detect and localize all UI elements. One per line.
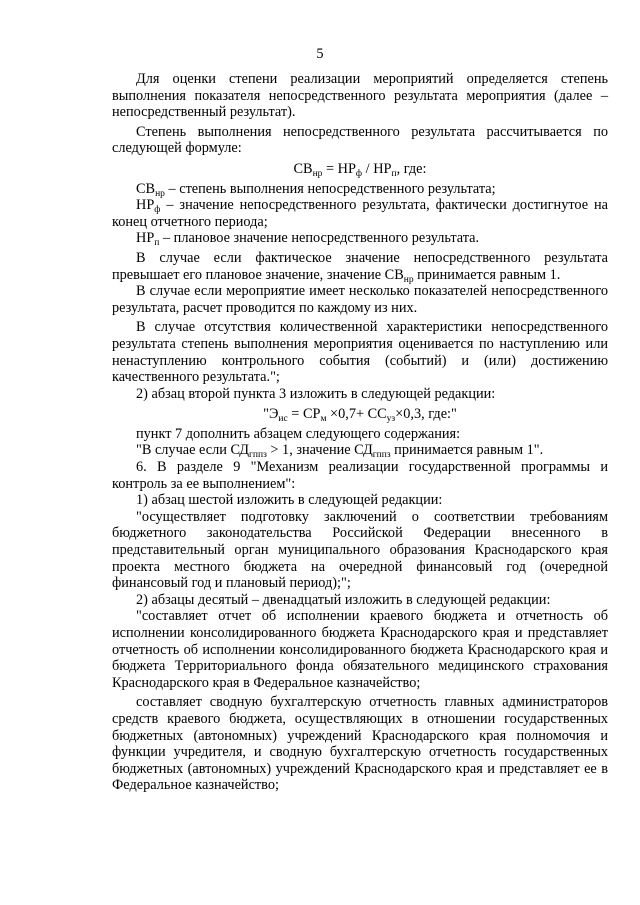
definition-svnr: $СВ_{нр}$ – степень выполнения непосредственного результата; — [136, 180, 496, 199]
paragraph-tenth-twelfth: 2) абзацы десятый – двенадцатый изложить в следующей редакции: — [136, 591, 551, 608]
paragraph-exceeds-plan: В случае если фактическое значение непосредственного результата превышает его плановое значение, значение $СВ_{нр}$ принимается равным 1. — [112, 249, 608, 285]
paragraph-sixth-item: 1) абзац шестой изложить в следующей редакции: — [136, 492, 443, 509]
subscript: п — [154, 238, 160, 249]
paragraph-no-quantitative: В случае отсутствия количественной характеристики непосредственного результата степень выполнения мероприятия оценивается по наступлению или ненаступлению контрольного события (событий) и (или) достижению качественного результата."; — [112, 319, 608, 386]
subscript: ф — [154, 205, 161, 216]
formula-eis: "$Э_{ис} = СР_м \times 0,7+ СС_{уз}\times 0,3$, где:" — [263, 406, 457, 425]
paragraph-item-2: 2) абзац второй пункта 3 изложить в следующей редакции: — [136, 385, 496, 402]
subscript: ис — [278, 414, 288, 425]
paragraph-formula-intro: Степень выполнения непосредственного результата рассчитывается по следующей формуле: — [112, 123, 608, 157]
paragraph-multiple-indicators: В случае если мероприятие имеет несколько показателей непосредственного результата, расчет проводится по каждому из них. — [112, 283, 608, 316]
paragraph-point-7: пункт 7 дополнить абзацем следующего содержания: — [136, 425, 461, 442]
formula-svnr: $СВ_{нр} = НР_ф / НР_п$, где: — [293, 160, 427, 179]
paragraph-sdgppz: "В случае если $СД_{гппз} > 1$, значение $СД_{гппз}$ принимается равным 1". — [136, 442, 544, 461]
subscript: уз — [386, 414, 396, 425]
subscript: нр — [312, 168, 323, 179]
paragraph-section-9: 6. В разделе 9 "Механизм реализации государственной программы и контроль за ее выполнением": — [112, 459, 608, 492]
paragraph-budget-report: "составляет отчет об исполнении краевого бюджета и отчетность об исполнении консолидированного бюджета Краснодарского края и представляет отчетность об исполнении консолидированного бюджета Краснодарского края и бюджета Территориального фонда обязательного медицинского страхования Краснодарского края в Федеральное казначейство; — [112, 608, 608, 691]
subscript: гппз — [249, 450, 267, 461]
subscript: нр — [155, 188, 165, 199]
subscript: м — [320, 414, 327, 425]
paragraph-accounting-report: составляет сводную бухгалтерскую отчетность главных администраторов средств краевого бюджета, осуществляющих в отношении государственных бюджетных (автономных) учреждений Краснодарского края полномочия и функции учредителя, и сводную бухгалтерскую отчетность государственных бюджетных (автономных) учреждений Краснодарского края и представляет ее в Федеральное казначейство; — [112, 694, 608, 794]
paragraph-conclusions: "осуществляет подготовку заключений о соответствии требованиям бюджетного законодательства Российской Федерации внесенного в представительный орган муниципального образования Краснодарского края проекта местного бюджета на очередной финансовый год (очередной финансовый год и плановый период);"; — [112, 508, 608, 592]
document-body — [112, 71, 608, 794]
definition-nrp: $НР_п$ – плановое значение непосредственного результата. — [136, 230, 480, 249]
subscript: п — [391, 168, 397, 179]
page-number: 5 — [316, 46, 324, 62]
subscript: ф — [355, 168, 363, 179]
subscript: гппз — [372, 450, 391, 461]
definition-nrf: $НР_ф$ – значение непосредственного результата, фактически достигнутое на конец отчетного периода; — [112, 197, 608, 230]
paragraph-assessment-intro: Для оценки степени реализации мероприятий определяется степень выполнения показателя непосредственного результата мероприятия (далее – непосредственный результат). — [112, 71, 608, 121]
subscript: нр — [403, 274, 414, 285]
